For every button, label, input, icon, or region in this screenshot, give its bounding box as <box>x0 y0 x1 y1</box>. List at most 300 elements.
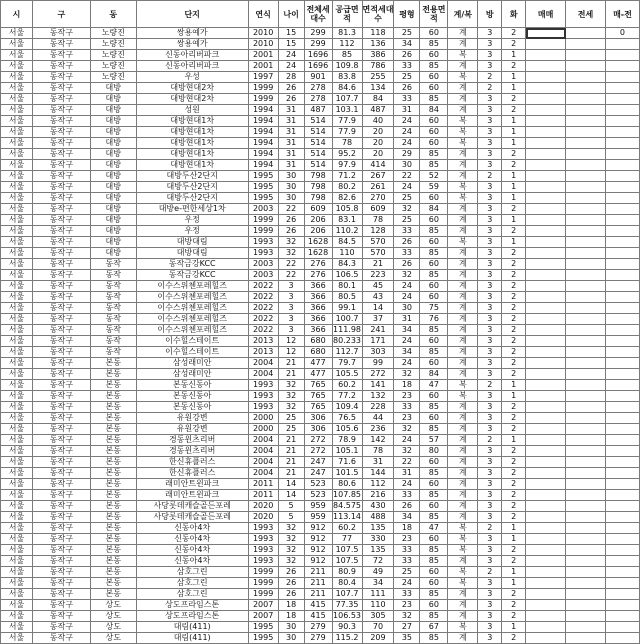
table-cell[interactable]: 2 <box>502 105 526 116</box>
table-cell[interactable]: 대방 <box>90 248 136 259</box>
table-cell[interactable]: 대방 <box>90 127 136 138</box>
table-cell[interactable]: 1993 <box>248 523 278 534</box>
empty-cell[interactable] <box>605 61 639 72</box>
table-cell[interactable]: 366 <box>304 303 332 314</box>
table-cell[interactable]: 912 <box>304 556 332 567</box>
table-cell[interactable]: 한신휴플러스 <box>136 457 248 468</box>
table-cell[interactable]: 대방두산2단지 <box>136 171 248 182</box>
table-cell[interactable]: 109.4 <box>332 402 362 413</box>
table-cell[interactable]: 1994 <box>248 160 278 171</box>
table-cell[interactable]: 3 <box>478 127 502 138</box>
table-cell[interactable]: 80.9 <box>332 567 362 578</box>
column-header[interactable]: 공급면적 <box>332 1 362 28</box>
table-cell[interactable]: 67 <box>420 622 448 633</box>
empty-cell[interactable] <box>566 336 606 347</box>
column-header[interactable]: 면적세대수 <box>362 1 394 28</box>
table-cell[interactable]: 서울 <box>1 512 33 523</box>
table-cell[interactable]: 2 <box>502 61 526 72</box>
table-cell[interactable]: 112.7 <box>332 347 362 358</box>
table-cell[interactable]: 복 <box>448 127 478 138</box>
empty-cell[interactable] <box>605 259 639 270</box>
table-cell[interactable]: 278 <box>304 83 332 94</box>
table-cell[interactable]: 77.35 <box>332 600 362 611</box>
table-cell[interactable]: 2 <box>502 204 526 215</box>
table-cell[interactable]: 30 <box>278 193 304 204</box>
table-cell[interactable]: 52 <box>420 171 448 182</box>
table-cell[interactable]: 84 <box>420 105 448 116</box>
table-cell[interactable]: 31 <box>278 105 304 116</box>
table-cell[interactable]: 1 <box>502 435 526 446</box>
table-cell[interactable]: 514 <box>304 160 332 171</box>
table-cell[interactable]: 2 <box>502 94 526 105</box>
table-cell[interactable]: 31 <box>394 314 420 325</box>
table-cell[interactable]: 계 <box>448 226 478 237</box>
table-cell[interactable]: 2022 <box>248 325 278 336</box>
table-cell[interactable]: 60 <box>420 83 448 94</box>
table-cell[interactable]: 523 <box>304 479 332 490</box>
table-cell[interactable]: 대방 <box>90 215 136 226</box>
table-cell[interactable]: 30 <box>278 182 304 193</box>
table-cell[interactable]: 85 <box>420 556 448 567</box>
table-cell[interactable]: 본동 <box>90 413 136 424</box>
empty-cell[interactable] <box>526 380 566 391</box>
table-cell[interactable]: 2 <box>502 468 526 479</box>
table-cell[interactable]: 1696 <box>304 50 332 61</box>
table-cell[interactable]: 270 <box>362 193 394 204</box>
table-cell[interactable]: 계 <box>448 105 478 116</box>
table-cell[interactable]: 21 <box>278 358 304 369</box>
table-cell[interactable]: 21 <box>278 435 304 446</box>
table-cell[interactable]: 2 <box>478 380 502 391</box>
table-cell[interactable]: 본동신동아 <box>136 391 248 402</box>
empty-cell[interactable] <box>605 457 639 468</box>
empty-cell[interactable] <box>566 534 606 545</box>
table-cell[interactable]: 24 <box>394 138 420 149</box>
empty-cell[interactable] <box>566 292 606 303</box>
empty-cell[interactable] <box>526 61 566 72</box>
table-cell[interactable]: 83.8 <box>332 72 362 83</box>
table-cell[interactable]: 대방 <box>90 149 136 160</box>
table-cell[interactable]: 계 <box>448 28 478 39</box>
empty-cell[interactable] <box>526 479 566 490</box>
table-cell[interactable]: 276 <box>304 270 332 281</box>
table-cell[interactable]: 1993 <box>248 545 278 556</box>
table-cell[interactable]: 85 <box>420 347 448 358</box>
table-cell[interactable]: 30 <box>278 622 304 633</box>
table-cell[interactable]: 18 <box>394 523 420 534</box>
table-cell[interactable]: 2013 <box>248 347 278 358</box>
table-cell[interactable]: 이수힐스테이트 <box>136 347 248 358</box>
table-cell[interactable]: 2 <box>502 149 526 160</box>
empty-cell[interactable] <box>605 303 639 314</box>
empty-cell[interactable] <box>566 215 606 226</box>
table-cell[interactable]: 본동 <box>90 402 136 413</box>
table-cell[interactable]: 서울 <box>1 457 33 468</box>
empty-cell[interactable] <box>605 50 639 61</box>
empty-cell[interactable] <box>605 248 639 259</box>
table-cell[interactable]: 1999 <box>248 589 278 600</box>
table-cell[interactable]: 상도 <box>90 622 136 633</box>
table-cell[interactable]: 2011 <box>248 490 278 501</box>
table-cell[interactable]: 299 <box>304 28 332 39</box>
empty-cell[interactable] <box>566 622 606 633</box>
table-cell[interactable]: 복 <box>448 545 478 556</box>
table-cell[interactable]: 3 <box>478 402 502 413</box>
table-cell[interactable]: 26 <box>394 83 420 94</box>
table-cell[interactable]: 112 <box>332 39 362 50</box>
table-cell[interactable]: 신동아4차 <box>136 545 248 556</box>
table-cell[interactable]: 33 <box>394 61 420 72</box>
empty-cell[interactable] <box>605 215 639 226</box>
table-cell[interactable]: 15 <box>278 39 304 50</box>
table-cell[interactable]: 3 <box>478 347 502 358</box>
table-cell[interactable]: 84 <box>420 204 448 215</box>
table-cell[interactable]: 1 <box>502 127 526 138</box>
empty-cell[interactable] <box>605 347 639 358</box>
empty-cell[interactable] <box>566 171 606 182</box>
table-cell[interactable]: 복 <box>448 50 478 61</box>
empty-cell[interactable] <box>605 226 639 237</box>
table-cell[interactable]: 267 <box>362 171 394 182</box>
table-cell[interactable]: 60 <box>420 358 448 369</box>
table-cell[interactable]: 80.5 <box>332 292 362 303</box>
column-header[interactable]: 전체세대수 <box>304 1 332 28</box>
empty-cell[interactable] <box>566 237 606 248</box>
table-cell[interactable]: 동작구 <box>32 149 90 160</box>
table-cell[interactable]: 동작구 <box>32 468 90 479</box>
table-cell[interactable]: 1 <box>502 83 526 94</box>
table-cell[interactable]: 107.5 <box>332 545 362 556</box>
table-cell[interactable]: 한신휴플러스 <box>136 468 248 479</box>
table-cell[interactable]: 77.9 <box>332 127 362 138</box>
table-cell[interactable]: 3 <box>478 545 502 556</box>
table-cell[interactable]: 487 <box>362 105 394 116</box>
table-cell[interactable]: 본동 <box>90 512 136 523</box>
table-cell[interactable]: 118 <box>362 28 394 39</box>
table-cell[interactable]: 2 <box>502 446 526 457</box>
table-cell[interactable]: 24 <box>394 336 420 347</box>
table-cell[interactable]: 동작구 <box>32 402 90 413</box>
empty-cell[interactable] <box>526 578 566 589</box>
table-cell[interactable]: 106.53 <box>333 611 362 620</box>
table-cell[interactable]: 206 <box>304 226 332 237</box>
table-cell[interactable]: 2 <box>478 72 502 83</box>
table-cell[interactable]: 2 <box>478 171 502 182</box>
table-cell[interactable]: 상도 <box>90 600 136 611</box>
table-cell[interactable]: 3 <box>478 160 502 171</box>
table-cell[interactable]: 동작구 <box>32 490 90 501</box>
empty-cell[interactable] <box>566 39 606 50</box>
table-cell[interactable]: 서울 <box>1 468 33 479</box>
table-cell[interactable]: 서울 <box>1 556 33 567</box>
table-cell[interactable]: 2 <box>502 160 526 171</box>
table-cell[interactable]: 서울 <box>1 446 33 457</box>
table-cell[interactable]: 대방 <box>90 138 136 149</box>
table-cell[interactable]: 동작 <box>90 259 136 270</box>
table-cell[interactable]: 서울 <box>1 160 33 171</box>
table-cell[interactable]: 84.6 <box>332 83 362 94</box>
table-cell[interactable]: 20 <box>362 149 394 160</box>
table-cell[interactable]: 1995 <box>248 622 278 633</box>
table-cell[interactable]: 60 <box>420 567 448 578</box>
table-cell[interactable]: 2 <box>502 556 526 567</box>
table-cell[interactable]: 34 <box>362 578 394 589</box>
table-cell[interactable]: 107.85 <box>333 490 362 499</box>
table-cell[interactable]: 이수스위첸포레힐즈 <box>136 325 248 336</box>
table-cell[interactable]: 1993 <box>248 534 278 545</box>
table-cell[interactable]: 계 <box>448 39 478 50</box>
table-cell[interactable]: 계 <box>448 611 478 622</box>
table-cell[interactable]: 1 <box>502 193 526 204</box>
empty-cell[interactable] <box>566 611 606 622</box>
table-cell[interactable]: 85 <box>420 490 448 501</box>
empty-cell[interactable] <box>566 578 606 589</box>
table-cell[interactable]: 33 <box>394 226 420 237</box>
table-cell[interactable]: 2 <box>502 303 526 314</box>
table-cell[interactable]: 서울 <box>1 303 33 314</box>
table-cell[interactable]: 18 <box>278 600 304 611</box>
table-cell[interactable]: 본동 <box>90 358 136 369</box>
table-cell[interactable]: 26 <box>394 501 420 512</box>
empty-cell[interactable] <box>526 215 566 226</box>
table-cell[interactable]: 23 <box>394 534 420 545</box>
table-cell[interactable]: 2004 <box>248 369 278 380</box>
table-cell[interactable]: 복 <box>448 391 478 402</box>
table-cell[interactable]: 동작구 <box>32 556 90 567</box>
table-cell[interactable]: 계 <box>448 347 478 358</box>
table-cell[interactable]: 동작구 <box>32 281 90 292</box>
table-cell[interactable]: 75 <box>420 303 448 314</box>
empty-cell[interactable] <box>526 314 566 325</box>
table-cell[interactable]: 99 <box>362 358 394 369</box>
table-cell[interactable]: 18 <box>394 380 420 391</box>
table-cell[interactable]: 1 <box>502 534 526 545</box>
table-cell[interactable]: 동작구 <box>32 622 90 633</box>
table-cell[interactable]: 서울 <box>1 600 33 611</box>
table-cell[interactable]: 3 <box>278 281 304 292</box>
table-cell[interactable]: 동작구 <box>32 567 90 578</box>
table-cell[interactable]: 동작구 <box>32 204 90 215</box>
table-cell[interactable]: 1 <box>502 215 526 226</box>
table-cell[interactable]: 서울 <box>1 116 33 127</box>
table-cell[interactable]: 3 <box>478 303 502 314</box>
table-cell[interactable]: 복 <box>448 622 478 633</box>
table-cell[interactable]: 228 <box>362 402 394 413</box>
table-cell[interactable]: 동작구 <box>32 600 90 611</box>
table-cell[interactable]: 2 <box>502 292 526 303</box>
table-cell[interactable]: 31 <box>278 149 304 160</box>
table-cell[interactable]: 3 <box>478 611 502 622</box>
table-cell[interactable]: 1994 <box>248 149 278 160</box>
table-cell[interactable]: 1696 <box>304 61 332 72</box>
table-cell[interactable]: 57 <box>420 435 448 446</box>
table-cell[interactable]: 동작구 <box>32 358 90 369</box>
table-cell[interactable]: 21 <box>278 369 304 380</box>
table-cell[interactable]: 107.7 <box>332 94 362 105</box>
table-cell[interactable]: 2022 <box>248 292 278 303</box>
empty-cell[interactable] <box>526 347 566 358</box>
table-cell[interactable]: 대방대림 <box>136 237 248 248</box>
table-cell[interactable]: 동작 <box>90 270 136 281</box>
empty-cell[interactable] <box>526 402 566 413</box>
table-cell[interactable]: 2 <box>502 28 526 39</box>
table-cell[interactable]: 서울 <box>1 402 33 413</box>
table-cell[interactable]: 2 <box>502 270 526 281</box>
table-cell[interactable]: 본동 <box>90 446 136 457</box>
table-cell[interactable]: 142 <box>362 435 394 446</box>
table-cell[interactable]: 60 <box>420 479 448 490</box>
table-cell[interactable]: 본동 <box>90 457 136 468</box>
empty-cell[interactable] <box>566 424 606 435</box>
table-cell[interactable]: 3 <box>478 28 502 39</box>
table-cell[interactable]: 서울 <box>1 391 33 402</box>
table-cell[interactable]: 계 <box>448 556 478 567</box>
table-cell[interactable]: 3 <box>478 413 502 424</box>
table-cell[interactable]: 85 <box>420 512 448 523</box>
table-cell[interactable]: 111 <box>362 589 394 600</box>
table-cell[interactable]: 103.1 <box>332 105 362 116</box>
table-cell[interactable]: 1 <box>502 72 526 83</box>
table-cell[interactable]: 1 <box>502 116 526 127</box>
table-cell[interactable]: 34 <box>394 347 420 358</box>
table-cell[interactable]: 80.4 <box>332 578 362 589</box>
table-cell[interactable]: 32 <box>278 556 304 567</box>
table-cell[interactable]: 959 <box>304 512 332 523</box>
empty-cell[interactable] <box>526 281 566 292</box>
empty-cell[interactable] <box>605 237 639 248</box>
table-cell[interactable]: 본동 <box>90 468 136 479</box>
table-cell[interactable]: 2 <box>502 39 526 50</box>
table-cell[interactable]: 복 <box>448 523 478 534</box>
empty-cell[interactable] <box>605 72 639 83</box>
table-cell[interactable]: 성원 <box>136 105 248 116</box>
table-cell[interactable]: 211 <box>304 578 332 589</box>
table-cell[interactable]: 2 <box>502 424 526 435</box>
table-cell[interactable]: 107.7 <box>332 589 362 600</box>
table-cell[interactable]: 109.8 <box>332 61 362 72</box>
table-cell[interactable]: 서울 <box>1 281 33 292</box>
table-cell[interactable]: 2000 <box>248 424 278 435</box>
table-cell[interactable]: 복 <box>448 116 478 127</box>
empty-cell[interactable] <box>526 259 566 270</box>
empty-cell[interactable] <box>526 501 566 512</box>
empty-cell[interactable] <box>526 523 566 534</box>
table-cell[interactable]: 3 <box>478 578 502 589</box>
table-cell[interactable]: 대방대림 <box>136 248 248 259</box>
table-cell[interactable]: 이수힐스테이트 <box>136 336 248 347</box>
empty-cell[interactable] <box>566 512 606 523</box>
table-cell[interactable]: 112 <box>362 479 394 490</box>
empty-cell[interactable] <box>566 303 606 314</box>
table-cell[interactable]: 서울 <box>1 325 33 336</box>
table-cell[interactable]: 대방현대1차 <box>136 160 248 171</box>
table-cell[interactable]: 31 <box>394 105 420 116</box>
table-cell[interactable]: 래미안트윈파크 <box>136 479 248 490</box>
table-cell[interactable]: 서울 <box>1 490 33 501</box>
table-cell[interactable]: 1 <box>502 391 526 402</box>
table-cell[interactable]: 609 <box>362 204 394 215</box>
table-cell[interactable]: 서울 <box>1 534 33 545</box>
table-cell[interactable]: 1628 <box>304 237 332 248</box>
table-cell[interactable]: 3 <box>478 314 502 325</box>
table-cell[interactable]: 1994 <box>248 105 278 116</box>
table-cell[interactable]: 2011 <box>248 479 278 490</box>
table-cell[interactable]: 동작구 <box>32 523 90 534</box>
table-cell[interactable]: 2022 <box>248 314 278 325</box>
table-cell[interactable]: 26 <box>278 567 304 578</box>
empty-cell[interactable] <box>566 402 606 413</box>
table-cell[interactable]: 60 <box>420 50 448 61</box>
table-cell[interactable]: 동작구 <box>32 578 90 589</box>
table-cell[interactable]: 1 <box>502 523 526 534</box>
table-cell[interactable]: 3 <box>478 501 502 512</box>
empty-cell[interactable] <box>566 127 606 138</box>
empty-cell[interactable] <box>566 413 606 424</box>
table-cell[interactable]: 3 <box>478 204 502 215</box>
table-cell[interactable]: 이수스위첸포레힐즈 <box>136 281 248 292</box>
table-cell[interactable]: 171 <box>362 336 394 347</box>
table-cell[interactable]: 272 <box>304 446 332 457</box>
table-cell[interactable]: 계 <box>448 314 478 325</box>
table-cell[interactable]: 대방 <box>90 171 136 182</box>
table-cell[interactable]: 3 <box>478 281 502 292</box>
empty-cell[interactable] <box>566 226 606 237</box>
table-cell[interactable]: 415 <box>304 611 332 622</box>
table-cell[interactable]: 14 <box>278 490 304 501</box>
table-cell[interactable]: 34 <box>394 512 420 523</box>
empty-cell[interactable] <box>566 83 606 94</box>
table-cell[interactable]: 2020 <box>248 512 278 523</box>
table-cell[interactable]: 25 <box>278 424 304 435</box>
table-cell[interactable]: 1 <box>502 237 526 248</box>
empty-cell[interactable] <box>605 127 639 138</box>
table-cell[interactable]: 2004 <box>248 358 278 369</box>
table-cell[interactable]: 132 <box>362 391 394 402</box>
table-cell[interactable]: 본동 <box>90 589 136 600</box>
table-cell[interactable]: 22 <box>394 457 420 468</box>
table-cell[interactable]: 2 <box>502 281 526 292</box>
table-cell[interactable]: 12 <box>278 336 304 347</box>
table-cell[interactable]: 77 <box>332 534 362 545</box>
table-cell[interactable]: 서울 <box>1 336 33 347</box>
table-cell[interactable]: 2 <box>502 347 526 358</box>
table-cell[interactable]: 노량진 <box>90 39 136 50</box>
empty-cell[interactable] <box>605 39 639 50</box>
table-cell[interactable]: 60 <box>420 28 448 39</box>
table-cell[interactable]: 1999 <box>248 578 278 589</box>
table-cell[interactable]: 대방 <box>90 94 136 105</box>
empty-cell[interactable] <box>526 358 566 369</box>
table-cell[interactable]: 2 <box>502 358 526 369</box>
table-cell[interactable]: 85 <box>420 611 448 622</box>
table-cell[interactable]: 서울 <box>1 94 33 105</box>
empty-cell[interactable] <box>566 193 606 204</box>
empty-cell[interactable] <box>605 380 639 391</box>
table-cell[interactable]: 계 <box>448 369 478 380</box>
empty-cell[interactable] <box>605 292 639 303</box>
table-cell[interactable]: 1 <box>502 567 526 578</box>
column-header[interactable]: 계/복 <box>448 1 478 28</box>
table-cell[interactable]: 2003 <box>248 259 278 270</box>
table-cell[interactable]: 487 <box>304 105 332 116</box>
table-cell[interactable]: 3 <box>478 94 502 105</box>
table-cell[interactable]: 80 <box>420 446 448 457</box>
empty-cell[interactable] <box>605 622 639 633</box>
table-cell[interactable]: 111.98 <box>333 325 362 334</box>
table-cell[interactable]: 3 <box>478 105 502 116</box>
table-cell[interactable]: 삼성래미안 <box>136 369 248 380</box>
table-cell[interactable]: 85 <box>420 633 448 644</box>
